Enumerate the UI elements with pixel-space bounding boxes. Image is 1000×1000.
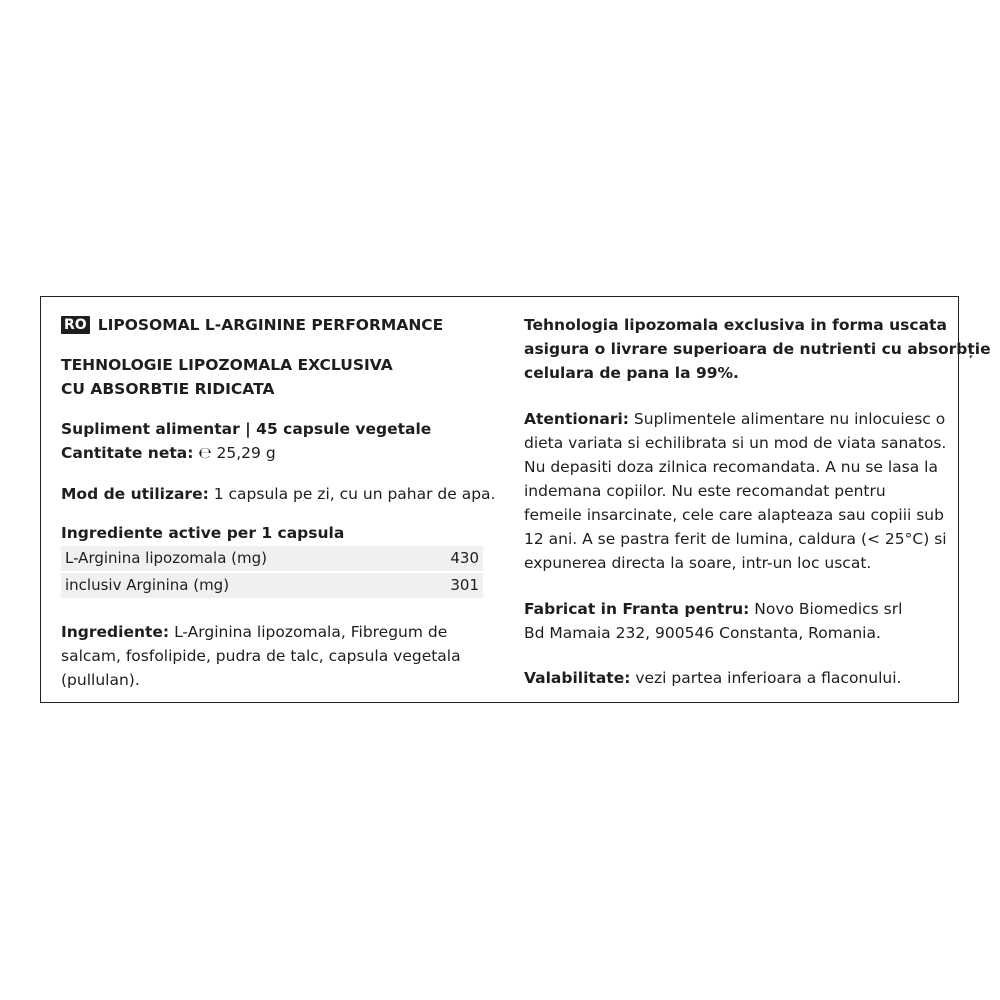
- language-badge: RO: [61, 316, 90, 334]
- warnings-line-1: Suplimentele alimentare nu inlocuiesc o: [628, 410, 946, 428]
- ingredients-line-1: L-Arginina lipozomala, Fibregum de: [169, 623, 448, 641]
- net-quantity: [61, 441, 276, 465]
- product-header: [61, 313, 443, 337]
- ingredients-paragraph: [61, 620, 461, 692]
- warnings-line-4: indemana copiilor. Nu este recomandat pentru: [524, 482, 886, 500]
- ingredient-name: inclusiv Arginina (mg): [65, 576, 230, 594]
- tagline-line-1: TEHNOLOGIE LIPOZOMALA EXCLUSIVA: [61, 356, 393, 374]
- validity-label: Valabilitate:: [524, 669, 631, 687]
- warnings-line-5: femeile insarcinate, cele care alapteaza sau copiii sub: [524, 506, 944, 524]
- warnings-line-2: dieta variata si echilibrata si un mod de viata sanatos.: [524, 434, 947, 452]
- validity-text: vezi partea inferioara a flaconului.: [630, 669, 902, 687]
- warnings-line-6: 12 ani. A se pastra ferit de lumina, caldura (< 25°C) si: [524, 530, 947, 548]
- ingredients-line-3: (pullulan).: [61, 671, 140, 689]
- table-row: [61, 546, 483, 571]
- active-ingredients-table: [61, 546, 483, 600]
- ingredient-value: 301: [450, 576, 479, 594]
- ingredient-name: L-Arginina lipozomala (mg): [65, 549, 268, 567]
- intro-line-2: asigura o livrare superioara de nutrienti cu absorbție: [524, 340, 991, 358]
- manufacturer-line-2: Bd Mamaia 232, 900546 Constanta, Romania.: [524, 624, 881, 642]
- intro-paragraph: [524, 313, 991, 385]
- warnings-label: Atentionari:: [524, 410, 629, 428]
- net-quantity-label: Cantitate neta:: [61, 444, 194, 462]
- table-row: [61, 573, 483, 598]
- warnings-line-3: Nu depasiti doza zilnica recomandata. A nu se lasa la: [524, 458, 938, 476]
- usage-label: Mod de utilizare:: [61, 485, 209, 503]
- usage-text: 1 capsula pe zi, cu un pahar de apa.: [208, 485, 496, 503]
- manufacturer-line-1: Novo Biomedics srl: [749, 600, 903, 618]
- active-ingredients-title: Ingrediente active per 1 capsula: [61, 524, 345, 542]
- net-quantity-value: ℮ 25,29 g: [198, 444, 276, 462]
- intro-line-1: Tehnologia lipozomala exclusiva in forma uscata: [524, 316, 947, 334]
- ingredient-value: 430: [450, 549, 479, 567]
- warnings-line-7: expunerea directa la soare, intr-un loc uscat.: [524, 554, 872, 572]
- validity-paragraph: [524, 666, 901, 690]
- product-name: LIPOSOMAL L-ARGININE PERFORMANCE: [97, 316, 444, 334]
- manufacturer-label: Fabricat in Franta pentru:: [524, 600, 750, 618]
- product-label-panel: [40, 296, 991, 703]
- ingredients-line-2: salcam, fosfolipide, pudra de talc, capsula vegetala: [61, 647, 461, 665]
- usage: [61, 482, 495, 506]
- manufacturer-paragraph: [524, 597, 902, 645]
- ingredients-label: Ingrediente:: [61, 623, 170, 641]
- supplement-line: Supliment alimentar | 45 capsule vegetale: [61, 420, 432, 438]
- tagline-line-2: CU ABSORBTIE RIDICATA: [61, 380, 275, 398]
- intro-line-3: celulara de pana la 99%.: [524, 364, 739, 382]
- warnings-paragraph: [524, 407, 947, 575]
